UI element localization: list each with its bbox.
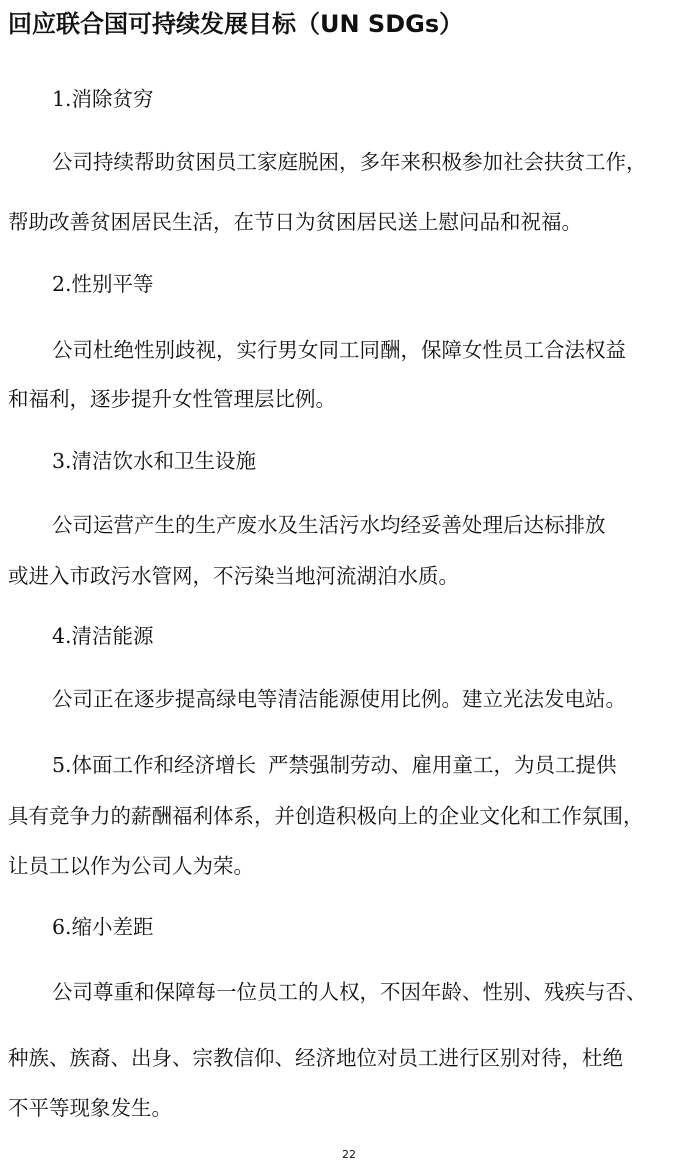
document-title: 回应联合国可持续发展目标（UN SDGs） (8, 10, 464, 38)
section-body-line: 或进入市政污水管网，不污染当地河流湖泊水质。 (8, 564, 459, 588)
section-body-line: 公司尊重和保障每一位员工的人权，不因年龄、性别、残疾与否、 (52, 980, 647, 1004)
section-body-line: 具有竞争力的薪酬福利体系，并创造积极向上的企业文化和工作氛围， (8, 804, 644, 828)
section-body-line: 公司杜绝性别歧视，实行男女同工同酬，保障女性员工合法权益 (52, 338, 626, 362)
section-body-line: 让员工以作为公司人为荣。 (8, 854, 254, 878)
section-body-line: 公司持续帮助贫困员工家庭脱困，多年来积极参加社会扶贫工作， (52, 150, 647, 174)
section-body-line: 帮助改善贫困居民生活，在节日为贫困居民送上慰问品和祝福。 (8, 210, 582, 234)
section-heading-decent-work: 5.体面工作和经济增长 (52, 753, 257, 777)
section-body-line: 公司正在逐步提高绿电等清洁能源使用比例。建立光法发电站。 (52, 687, 626, 711)
section-heading-reduced-inequalities: 6.缩小差距 (52, 915, 154, 939)
section-body-line: 公司运营产生的生产废水及生活污水均经妥善处理后达标排放 (52, 513, 606, 537)
section-body-line: 严禁强制劳动、雇用童工，为员工提供 (268, 753, 617, 777)
section-body-line: 和福利，逐步提升女性管理层比例。 (8, 387, 336, 411)
section-heading-no-poverty: 1.消除贫穷 (52, 87, 154, 111)
section-heading-gender-equality: 2.性别平等 (52, 272, 154, 296)
section-body-line: 种族、族裔、出身、宗教信仰、经济地位对员工进行区别对待，杜绝 (8, 1046, 623, 1070)
section-heading-clean-energy: 4.清洁能源 (52, 624, 154, 648)
page-number: 22 (342, 1148, 356, 1161)
section-body-line: 不平等现象发生。 (8, 1096, 172, 1120)
section-heading-clean-water: 3.清洁饮水和卫生设施 (52, 449, 257, 473)
